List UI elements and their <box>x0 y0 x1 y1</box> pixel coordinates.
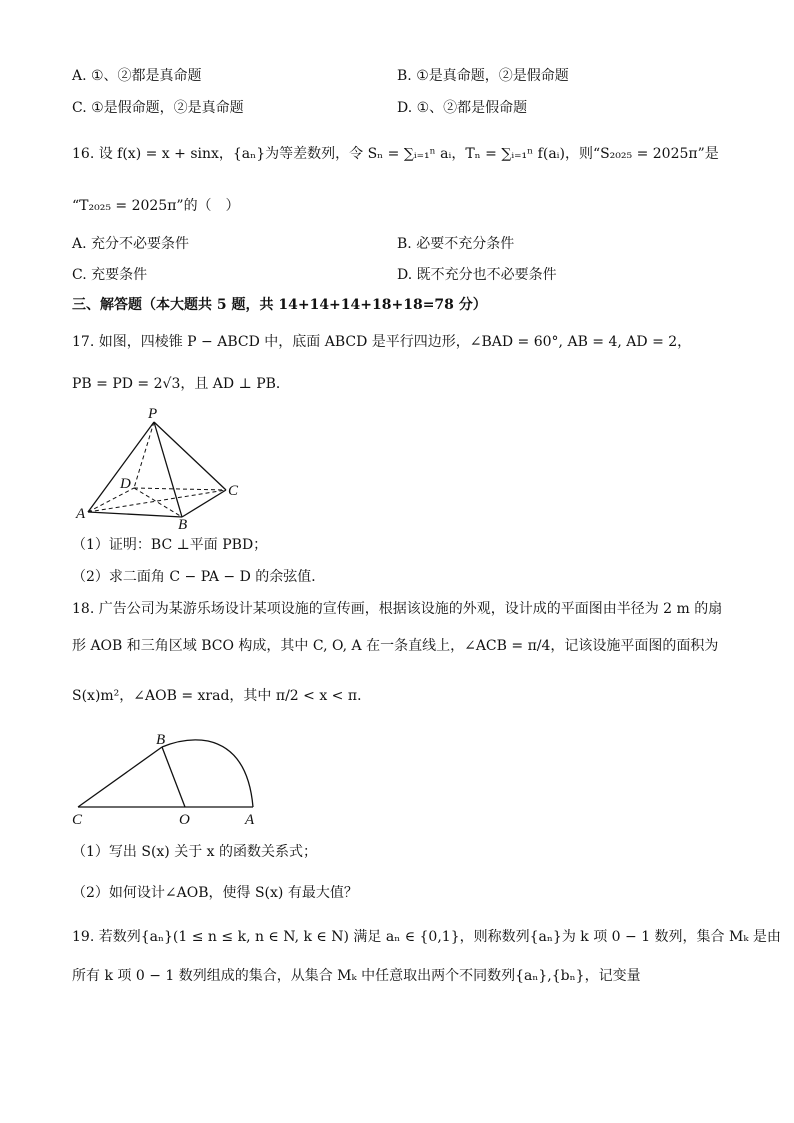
q18-stem-line1: 18. 广告公司为某游乐场设计某项设施的宣传画，根据该设施的外观，设计成的平面图由半径为 2 m 的扇 <box>72 601 723 617</box>
line-bo <box>162 747 185 807</box>
q18-stem-line3: S(x)m²，∠AOB = xrad，其中 π/2 < x < π． <box>72 688 372 704</box>
q16-option-c: C. 充要条件 <box>72 267 148 283</box>
label-o: O <box>179 812 190 828</box>
q16-stem-line1: 16. 设 f(x) = x + sinx，{aₙ}为等差数列，令 Sₙ = ∑ᵢ₌₁ⁿ aᵢ，Tₙ = ∑ᵢ₌₁ⁿ f(aᵢ)，则“S₂₀₂₅ = 2025π”是 <box>72 146 719 162</box>
edge-pd-hidden <box>134 422 154 488</box>
label-d: D <box>120 476 131 492</box>
q18-part1: （1）写出 S(x) 关于 x 的函数关系式； <box>72 844 318 860</box>
label-c: C <box>228 483 239 499</box>
q17-part2: （2）求二面角 C − PA − D 的余弦值． <box>72 569 326 585</box>
q16-option-a: A. 充分不必要条件 <box>72 236 190 252</box>
q19-stem-line2: 所有 k 项 0 − 1 数列组成的集合，从集合 Mₖ 中任意取出两个不同数列{aₙ},{bₙ}，记变量 <box>72 968 641 984</box>
q16-stem-line2: “T₂₀₂₅ = 2025π”的（ ） <box>72 198 240 214</box>
edge-ab <box>88 512 182 517</box>
q17-stem-line2: PB = PD = 2√3，且 AD ⊥ PB． <box>72 376 290 392</box>
q15-option-b: B. ①是真命题，②是假命题 <box>397 68 569 84</box>
q18-part2: （2）如何设计∠AOB，使得 S(x) 有最大值？ <box>72 885 358 901</box>
q18-stem-line2: 形 AOB 和三角区域 BCO 构成，其中 C, O, A 在一条直线上，∠ACB = π/4，记该设施平面图的面积为 <box>72 638 719 654</box>
q19-stem-line1: 19. 若数列{aₙ}(1 ≤ n ≤ k, n ∈ N, k ∈ N) 满足 aₙ ∈ {0,1}，则称数列{aₙ}为 k 项 0 − 1 数列，集合 Mₖ 是由 <box>72 929 781 945</box>
label-a: A <box>245 812 255 828</box>
line-cb <box>78 747 162 807</box>
edge-pc <box>154 422 226 490</box>
q15-option-d: D. ①、②都是假命题 <box>397 100 528 116</box>
q16-option-d: D. 既不充分也不必要条件 <box>397 267 557 283</box>
label-b: B <box>178 517 188 532</box>
q17-stem-line1: 17. 如图，四棱锥 P − ABCD 中，底面 ABCD 是平行四边形，∠BAD = 60°, AB = 4, AD = 2， <box>72 334 692 350</box>
section-heading: 三、解答题（本大题共 5 题，共 14+14+14+18+18=78 分） <box>72 297 487 313</box>
arc-ab <box>162 740 253 807</box>
q17-part1: （1）证明：BC ⊥平面 PBD； <box>72 537 268 553</box>
label-c: C <box>72 812 83 828</box>
edge-bc <box>182 490 226 517</box>
q15-option-a: A. ①、②都是真命题 <box>72 68 202 84</box>
edge-dc-hidden <box>134 488 226 490</box>
label-b: B <box>156 732 166 748</box>
pyramid-figure <box>68 402 258 532</box>
label-a: A <box>76 506 86 522</box>
label-p: P <box>148 406 158 422</box>
sector-figure <box>68 728 268 828</box>
q16-option-b: B. 必要不充分条件 <box>397 236 515 252</box>
edge-pa <box>88 422 154 512</box>
q15-option-c: C. ①是假命题，②是真命题 <box>72 100 244 116</box>
